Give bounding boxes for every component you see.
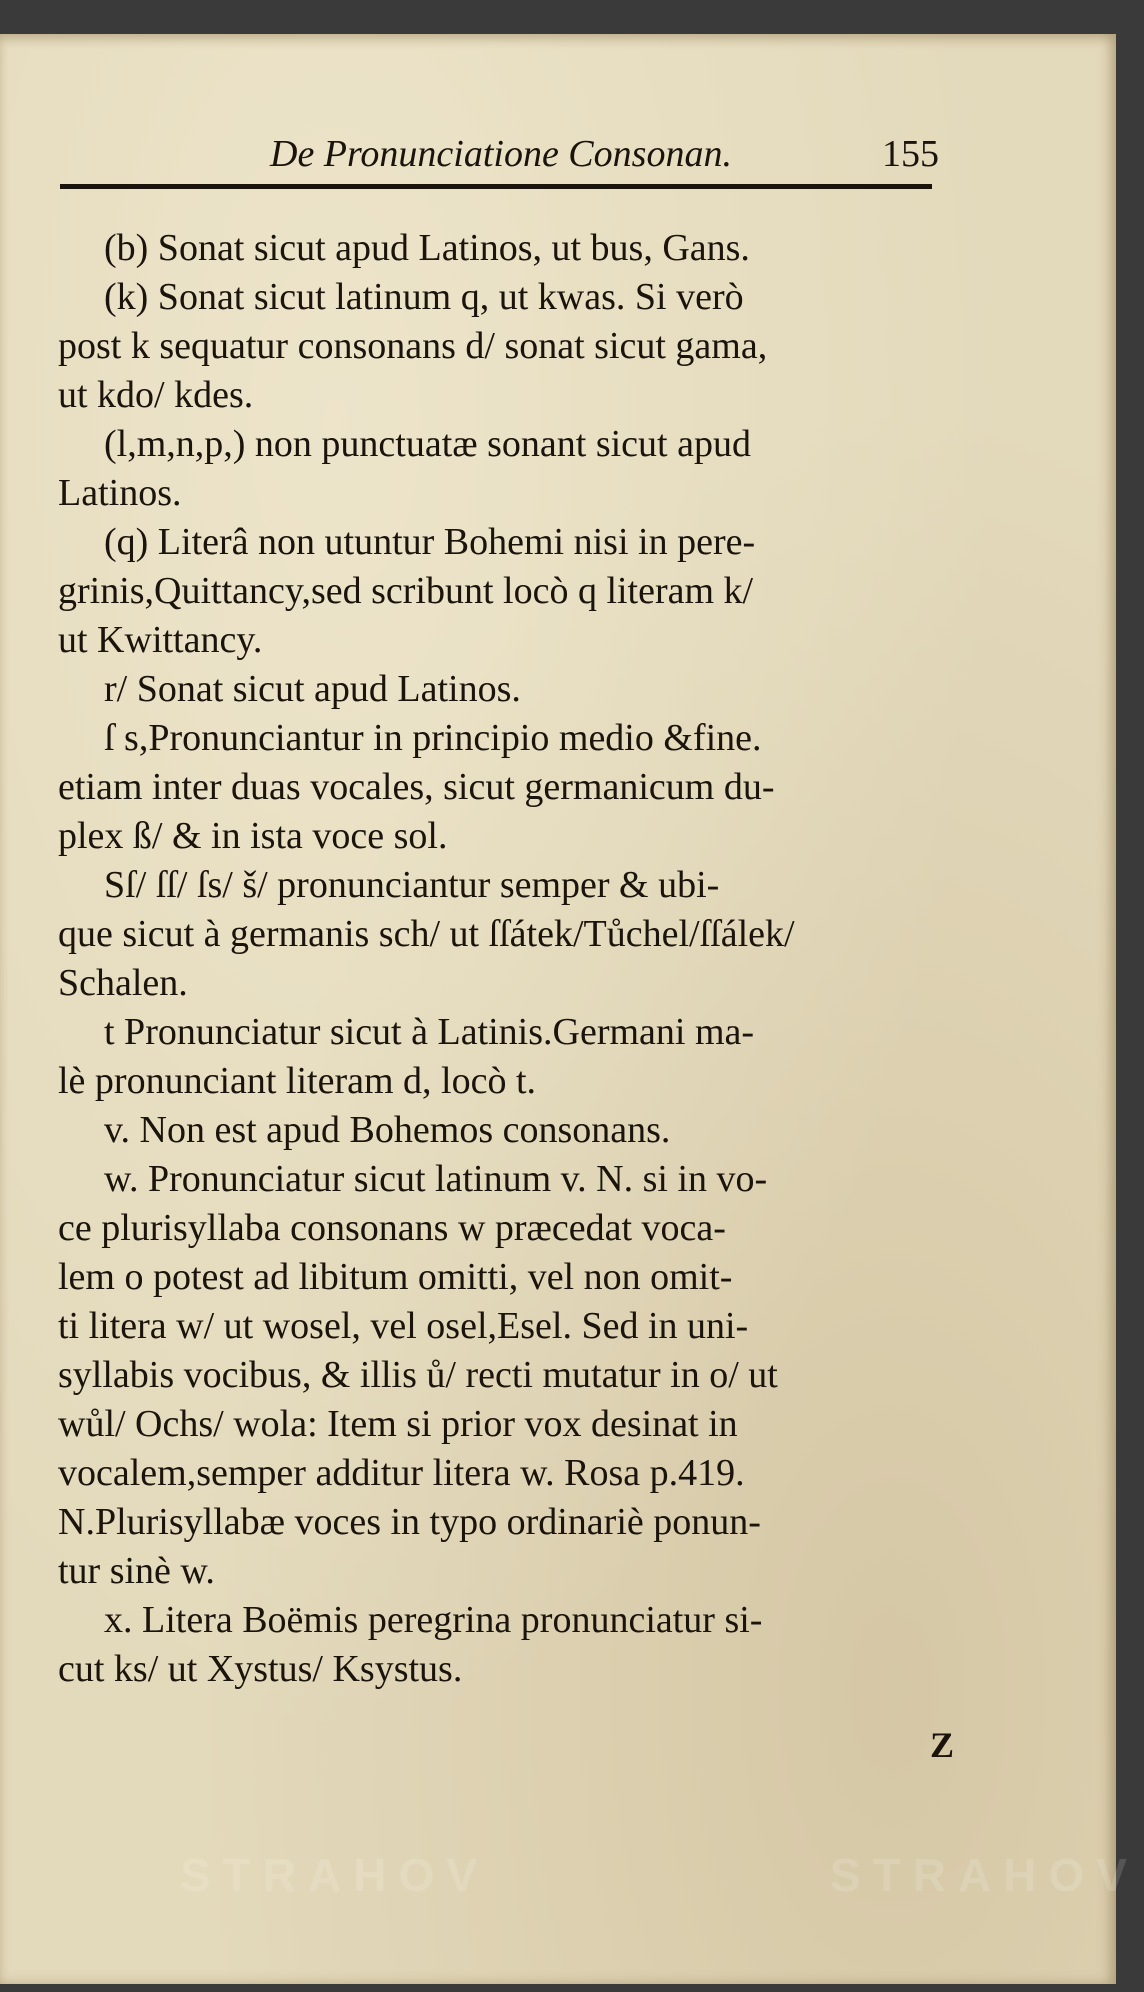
library-stamp: STRAHOV — [830, 1849, 1139, 1901]
text-line: cut ks/ ut Xystus/ Ksystus. — [58, 1648, 463, 1690]
text-line: Sſ/ ſſ/ ſs/ š/ pronunciantur semper & ubi- — [104, 864, 720, 906]
text-line: r/ Sonat sicut apud Latinos. — [104, 668, 521, 710]
text-line: (k) Sonat sicut latinum q, ut kwas. Si verò — [104, 276, 744, 318]
text-line: ce plurisyllaba consonans w præcedat voca- — [58, 1207, 726, 1249]
text-line: x. Litera Boëmis peregrina pronunciatur si- — [104, 1599, 763, 1641]
text-line: syllabis vocibus, & illis ů/ recti mutatur in o/ ut — [58, 1354, 778, 1396]
text-line: grinis,Quittancy,sed scribunt locò q literam k/ — [58, 570, 754, 612]
text-line: lè pronunciant literam d, locò t. — [58, 1060, 537, 1102]
text-line: etiam inter duas vocales, sicut germanicum du- — [58, 766, 775, 808]
text-line: que sicut à germanis sch/ ut ſſátek/Tůchel/ſſálek/ — [58, 913, 795, 955]
text-line: (b) Sonat sicut apud Latinos, ut bus, Gans. — [104, 227, 750, 269]
text-line: (l,m,n,p,) non punctuatæ sonant sicut apud — [104, 423, 751, 465]
text-line: ut Kwittancy. — [58, 619, 263, 661]
text-line: tur sinè w. — [58, 1550, 215, 1592]
text-line: ut kdo/ kdes. — [58, 374, 254, 416]
text-line: Schalen. — [58, 962, 188, 1004]
library-stamp: STRAHOV — [180, 1849, 489, 1901]
text-line: wůl/ Ochs/ wola: Item si prior vox desinat in — [58, 1403, 738, 1445]
text-line: N.Plurisyllabæ voces in typo ordinariè ponun- — [58, 1501, 761, 1543]
text-line: vocalem,semper additur litera w. Rosa p.419. — [58, 1452, 745, 1494]
text-line: (q) Literâ non utuntur Bohemi nisi in pere- — [104, 521, 756, 563]
page-number: 155 — [882, 133, 939, 175]
text-line: ti litera w/ ut wosel, vel osel,Esel. Sed in uni- — [58, 1305, 749, 1347]
header-rule — [60, 184, 932, 189]
text-line: ſ s,Pronunciantur in principio medio &fine. — [104, 717, 762, 759]
text-line: post k sequatur consonans d/ sonat sicut gama, — [58, 325, 768, 367]
text-line: lem o potest ad libitum omitti, vel non omit- — [58, 1256, 733, 1298]
text-line: plex ß/ & in ista voce sol. — [58, 815, 448, 857]
text-line: Latinos. — [58, 472, 182, 514]
body-text — [58, 224, 978, 1694]
text-line: w. Pronunciatur sicut latinum v. N. si in vo- — [104, 1158, 768, 1200]
catchword: Z — [930, 1725, 955, 1765]
text-line: v. Non est apud Bohemos consonans. — [104, 1109, 671, 1151]
running-head: De Pronunciatione Consonan. — [270, 133, 732, 175]
text-line: t Pronunciatur sicut à Latinis.Germani ma- — [104, 1011, 755, 1053]
